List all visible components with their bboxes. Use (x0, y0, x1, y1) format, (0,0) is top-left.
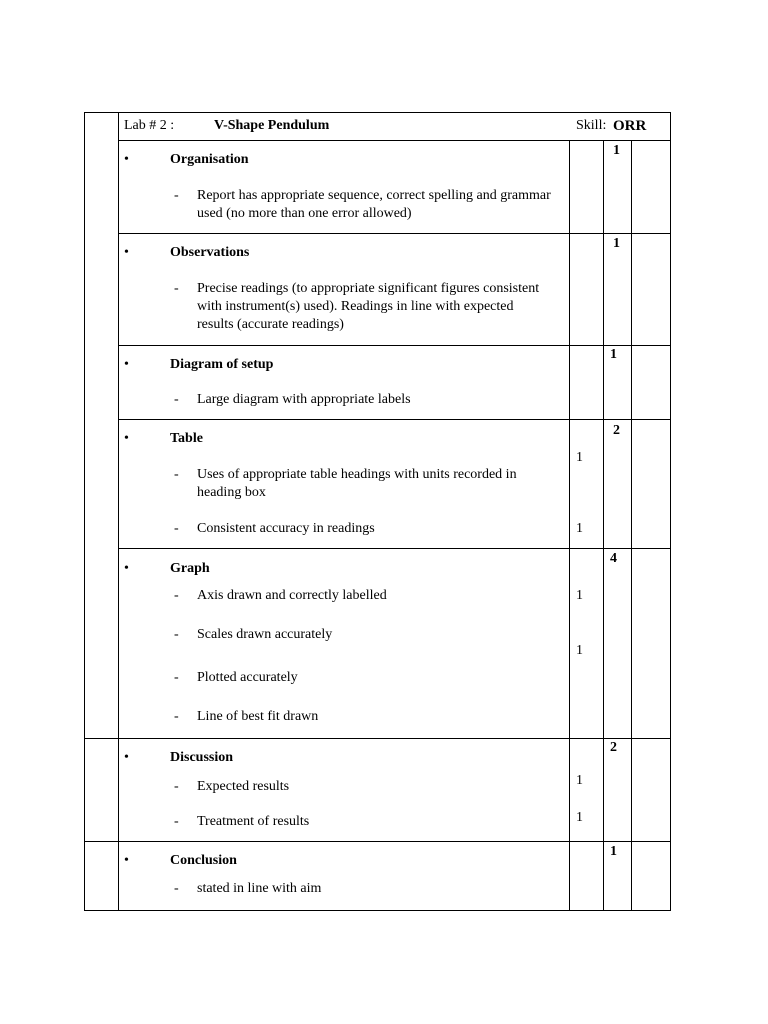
lab-number: Lab # 2 : (124, 118, 175, 133)
section-total-organisation: 1 (613, 143, 620, 158)
section-total-diagram: 1 (610, 347, 617, 362)
section-total-observations: 1 (613, 236, 620, 251)
criterion-text: Scales drawn accurately (197, 627, 333, 642)
dash-icon: - (174, 281, 179, 296)
bullet-icon: • (124, 431, 129, 446)
criterion-text: Treatment of results (197, 814, 310, 829)
section-heading-conclusion: Conclusion (170, 853, 237, 868)
criterion-text: Report has appropriate sequence, correct spelling and grammar used (no more than one error allowed) (197, 188, 551, 221)
section-total-discussion: 2 (610, 740, 617, 755)
criterion-text: Consistent accuracy in readings (197, 521, 375, 536)
criterion-mark: 1 (576, 588, 583, 603)
section-heading-observations: Observations (170, 245, 250, 260)
criterion-text: stated in line with aim (197, 881, 322, 896)
skill-value: ORR (613, 118, 647, 134)
criterion-text: Plotted accurately (197, 670, 298, 685)
dash-icon: - (174, 392, 179, 407)
bullet-icon: • (124, 245, 129, 260)
criterion-text: Uses of appropriate table headings with units recorded in heading box (197, 467, 517, 500)
criterion-text: Precise readings (to appropriate significant figures consistent with instrument(s) used). Readings in line with expected results (accurate readings) (197, 281, 540, 332)
table-grid (84, 112, 671, 911)
criterion-text: Line of best fit drawn (197, 709, 319, 724)
dash-icon: - (174, 670, 179, 685)
section-total-conclusion: 1 (610, 844, 617, 859)
section-heading-graph: Graph (170, 561, 210, 576)
section-heading-table: Table (170, 431, 203, 446)
dash-icon: - (174, 521, 179, 536)
rubric-table (84, 112, 671, 911)
dash-icon: - (174, 627, 179, 642)
bullet-icon: • (124, 750, 129, 765)
bullet-icon: • (124, 561, 129, 576)
dash-icon: - (174, 779, 179, 794)
criterion-mark: 1 (576, 450, 583, 465)
criterion-mark: 1 (576, 810, 583, 825)
lab-title: V-Shape Pendulum (214, 118, 330, 133)
skill-label: Skill: (576, 118, 607, 133)
criterion-mark: 1 (576, 521, 583, 536)
criterion-mark: 1 (576, 643, 583, 658)
dash-icon: - (174, 467, 179, 482)
section-heading-organisation: Organisation (170, 152, 249, 167)
criterion-text: Expected results (197, 779, 290, 794)
section-total-table: 2 (613, 423, 620, 438)
bullet-icon: • (124, 853, 129, 868)
dash-icon: - (174, 188, 179, 203)
bullet-icon: • (124, 152, 129, 167)
bullet-icon: • (124, 357, 129, 372)
criterion-text: Axis drawn and correctly labelled (197, 588, 387, 603)
dash-icon: - (174, 709, 179, 724)
dash-icon: - (174, 881, 179, 896)
section-total-graph: 4 (610, 551, 617, 566)
criterion-text: Large diagram with appropriate labels (197, 392, 411, 407)
dash-icon: - (174, 588, 179, 603)
section-heading-discussion: Discussion (170, 750, 234, 765)
section-heading-diagram: Diagram of setup (170, 357, 274, 372)
dash-icon: - (174, 814, 179, 829)
criterion-mark: 1 (576, 773, 583, 788)
